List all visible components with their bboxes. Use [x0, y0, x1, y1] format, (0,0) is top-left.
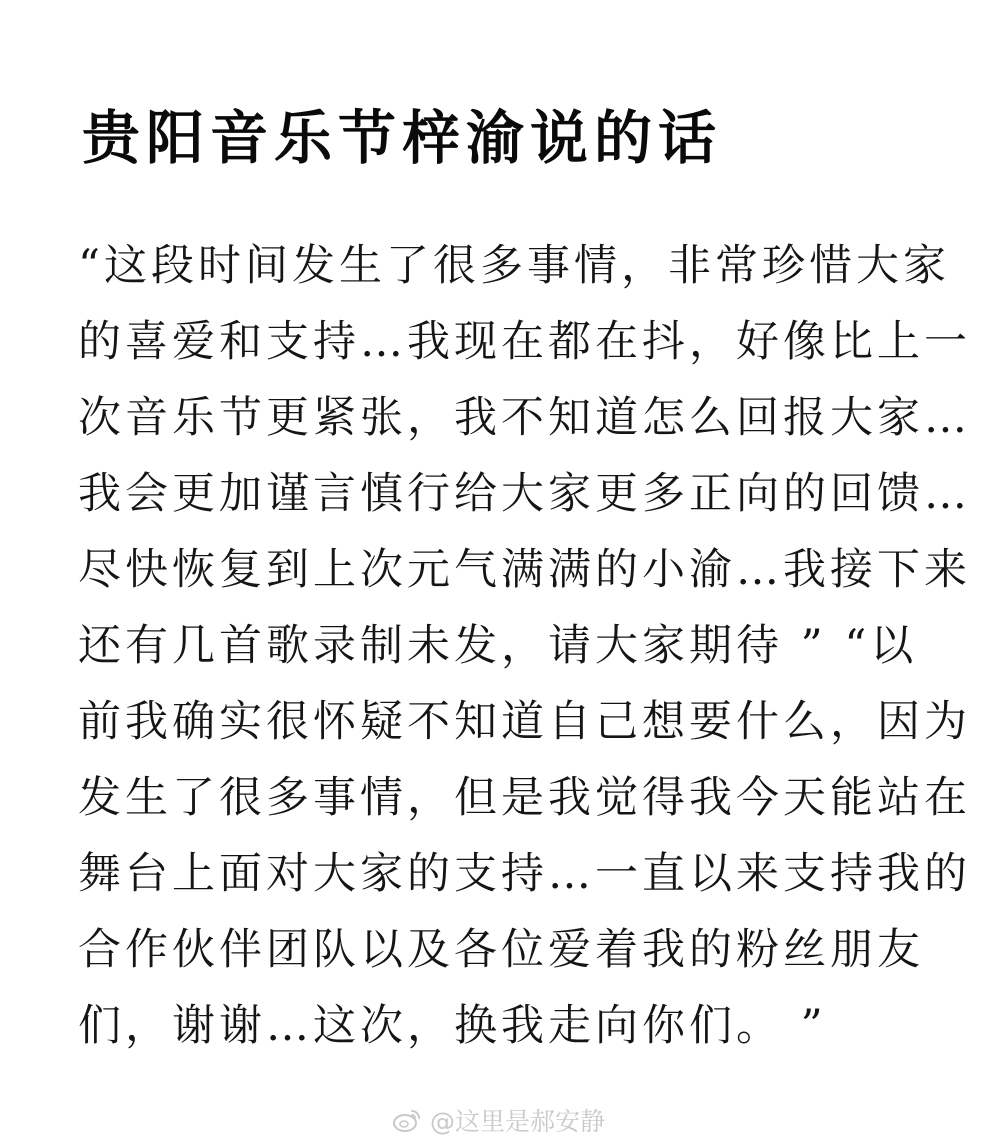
quote-line: 次音乐节更紧张，我不知道怎么回报大家… — [78, 393, 971, 443]
weibo-icon — [392, 1107, 422, 1133]
document-title: 贵阳音乐节梓渝说的话 — [82, 104, 723, 172]
quote-line: 前我确实很怀疑不知道自己想要什么，因为 — [78, 697, 971, 747]
quote-line: 合作伙伴团队以及各位爱着我的粉丝朋友 — [78, 925, 924, 975]
quote-line: 们，谢谢…这次，换我走向你们。 ” — [78, 1001, 827, 1051]
quote-line: 我会更加谨言慎行给大家更多正向的回馈… — [78, 469, 971, 519]
quote-line: 的喜爱和支持…我现在都在抖，好像比上一 — [78, 317, 971, 367]
quote-line: 尽快恢复到上次元气满满的小渝…我接下来 — [78, 545, 971, 595]
quote-body — [78, 228, 971, 1064]
quote-line: “这段时间发生了很多事情，非常珍惜大家 — [78, 241, 950, 291]
quote-line: 还有几首歌录制未发，请大家期待 ” “以 — [78, 621, 918, 671]
watermark-text: @这里是郝安静 — [430, 1107, 606, 1136]
quote-line: 舞台上面对大家的支持…一直以来支持我的 — [78, 849, 971, 899]
quote-line: 发生了很多事情，但是我觉得我今天能站在 — [78, 773, 971, 823]
watermark — [392, 1100, 605, 1140]
